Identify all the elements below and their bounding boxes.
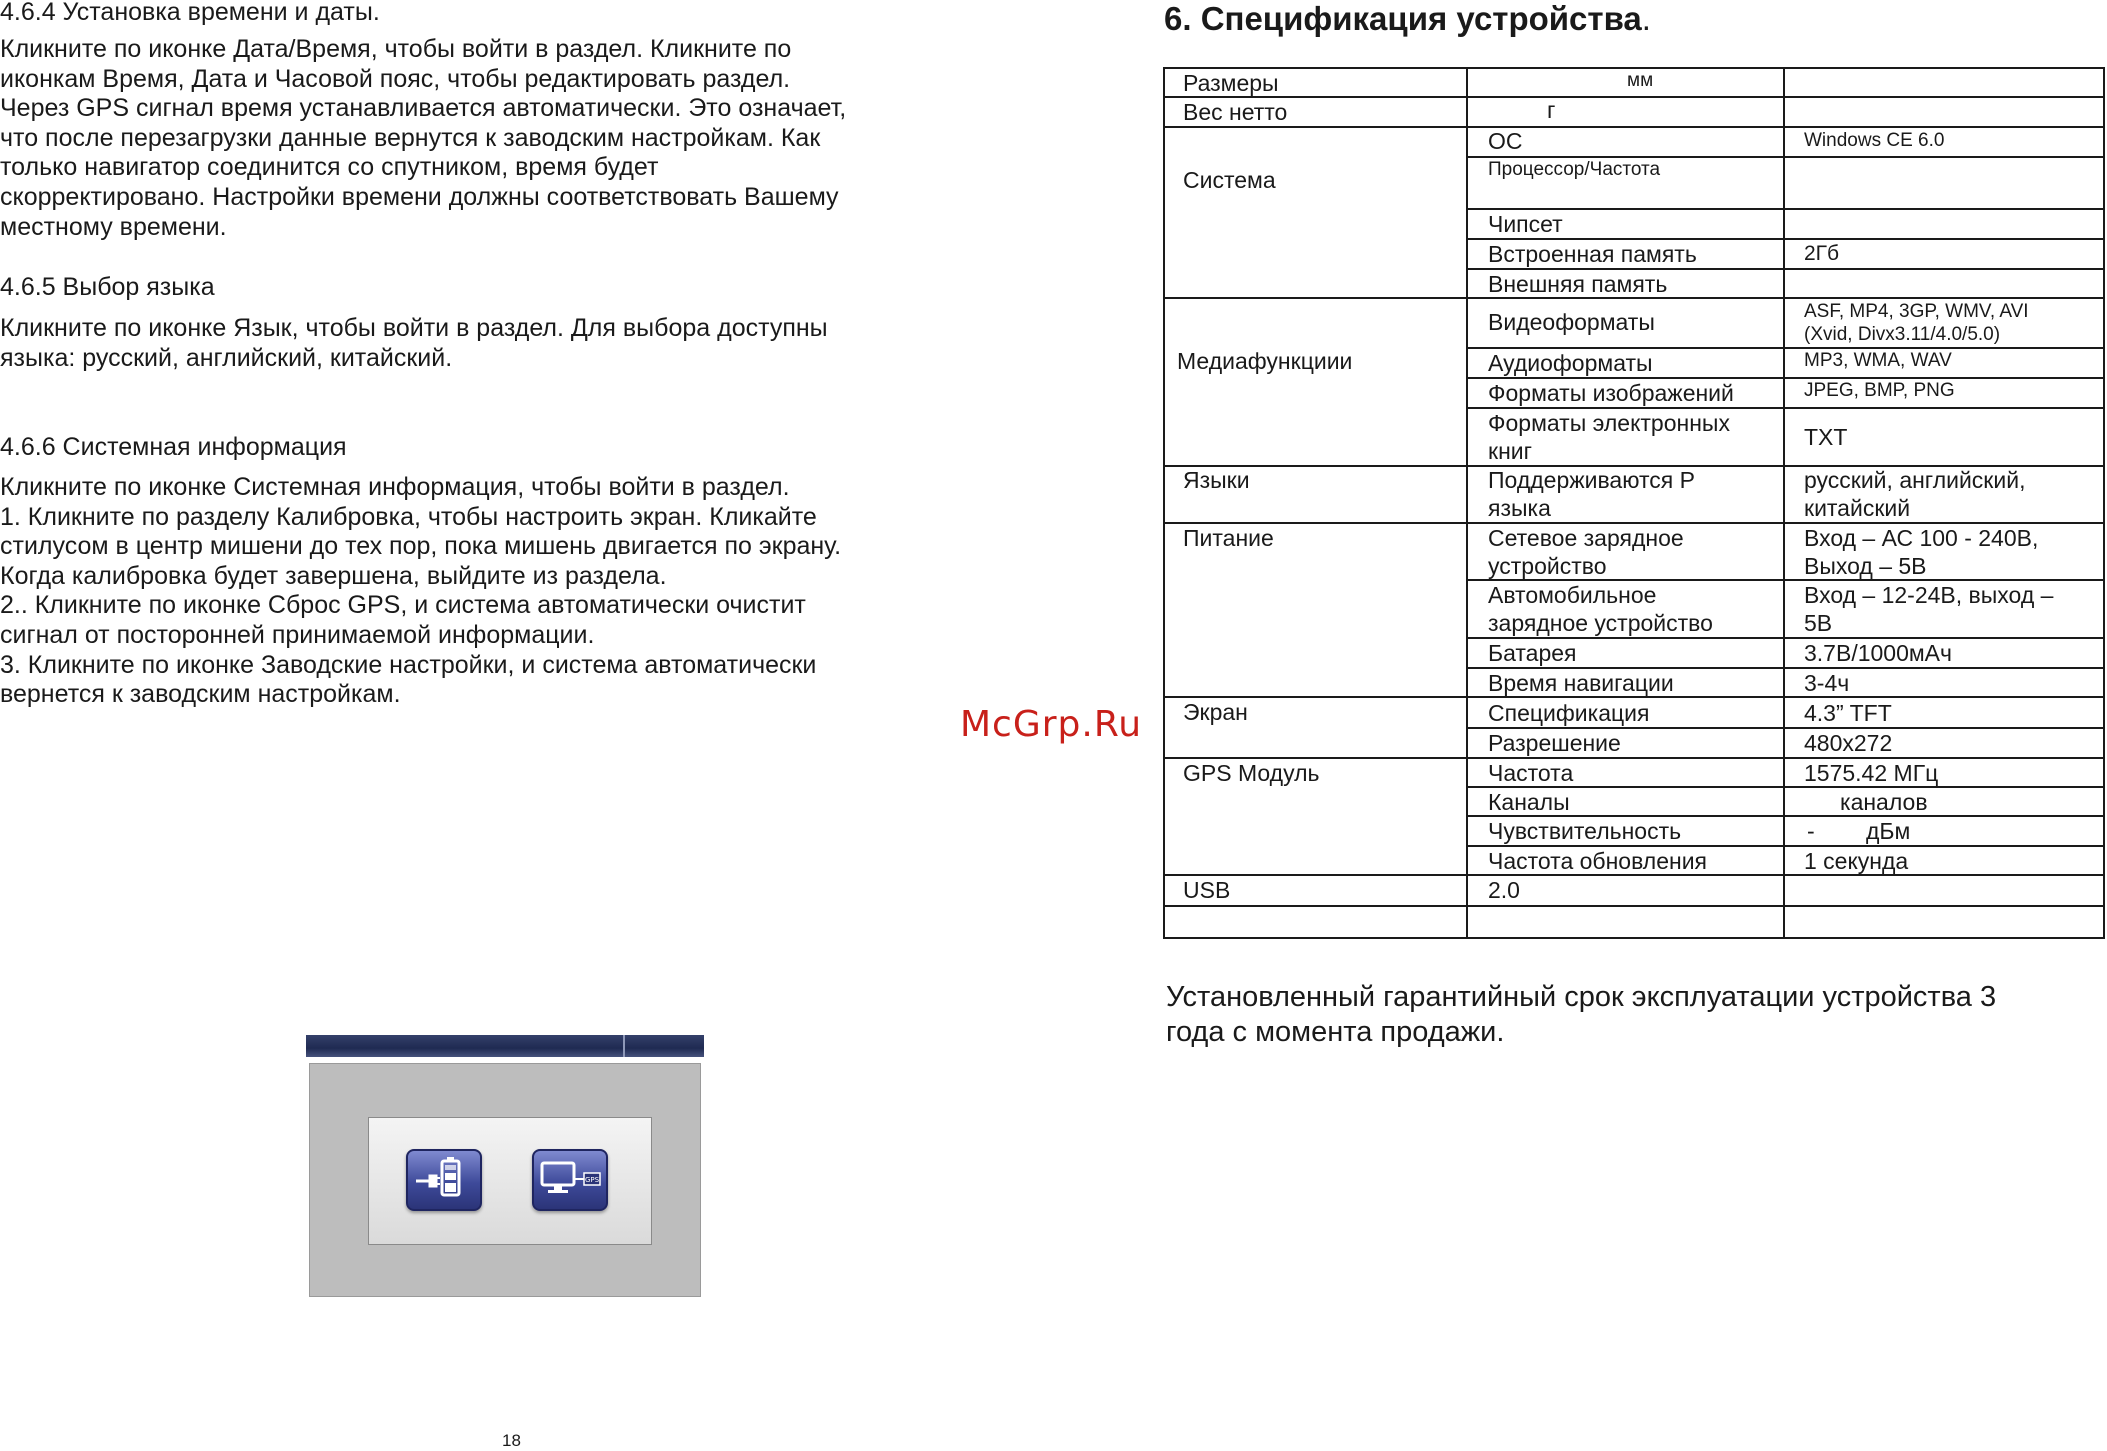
gps-channels-value: каналов [1840, 789, 1928, 815]
section-heading-system-info: 4.6.6 Системная информация [0, 433, 347, 461]
table-border-bottom [1163, 937, 2105, 939]
languages-sub-2: языка [1488, 495, 1551, 521]
gps-update-value: 1 секунда [1804, 848, 1909, 874]
text-line: иконкам Время, Дата и Часовой пояс, чтобы редактировать раздел. [0, 64, 791, 93]
section-heading-time-date: 4.6.4 Установка времени и даты. [0, 0, 380, 26]
adapter-label-1: Сетевое зарядное [1488, 525, 1684, 551]
video-formats-label: Видеоформаты [1488, 309, 1655, 335]
text-line: 3. Кликните по иконке Заводские настройки, и система автоматически [0, 650, 817, 679]
paragraph-time-date [0, 35, 846, 242]
car-charger-label-2: зарядное устройство [1488, 610, 1713, 636]
power-label: Питание [1183, 525, 1274, 551]
device-title-bar [306, 1035, 704, 1057]
device-icon-area [368, 1117, 652, 1245]
resolution-label: Разрешение [1488, 730, 1621, 756]
text-line: Кликните по иконке Язык, чтобы войти в раздел. Для выбора доступны [0, 314, 828, 342]
text-line: языка: русский, английский, китайский. [0, 343, 453, 372]
size-unit: мм [1627, 70, 1654, 91]
gps-label: GPS Модуль [1183, 760, 1320, 786]
text-line: вернется к заводским настройкам. [0, 680, 401, 709]
warranty-line: года с момента продажи. [1166, 1016, 1505, 1048]
device-panel [309, 1063, 701, 1297]
media-label: Медиафункциии [1177, 348, 1353, 374]
gps-channels-label: Каналы [1488, 789, 1570, 815]
os-label: ОС [1488, 128, 1523, 154]
title-dot: . [1641, 0, 1651, 37]
table-border-left [1163, 67, 1165, 939]
ebook-formats-label-2: книг [1488, 438, 1533, 464]
monitor-gps-icon [534, 1151, 606, 1209]
text-line: 1. Кликните по разделу Калибровка, чтобы настроить экран. Кликайте [0, 502, 817, 531]
screen-label: Экран [1183, 699, 1248, 725]
system-label: Система [1183, 167, 1276, 193]
battery-plug-icon [408, 1151, 480, 1209]
adapter-value-1: Вход – АС 100 - 240В, [1804, 525, 2039, 551]
paragraph-system-info [0, 473, 841, 710]
power-battery-button[interactable] [406, 1149, 482, 1211]
row-line [1163, 126, 2105, 128]
gps-icon-label: GPS [584, 1176, 600, 1184]
internal-memory-label: Встроенная память [1488, 241, 1697, 267]
text-line: скорректировано. Настройки времени должны соответствовать Вашему [0, 182, 839, 211]
external-memory-label: Внешняя память [1488, 271, 1668, 297]
system-info-button[interactable] [532, 1149, 608, 1211]
gps-frequency-label: Частота [1488, 760, 1574, 786]
languages-value-2: китайский [1804, 495, 1911, 521]
adapter-value-2: Выход – 5В [1804, 553, 1927, 579]
warranty-line: Установленный гарантийный срок эксплуатации устройства 3 [1166, 981, 1997, 1013]
text-line: стилусом в центр мишени до тех пор, пока мишень двигается по экрану. [0, 532, 842, 561]
screen-spec-label: Спецификация [1488, 700, 1650, 726]
usb-label: USB [1183, 877, 1231, 903]
usb-value: 2.0 [1488, 877, 1520, 903]
row-line [1163, 905, 2105, 907]
device-screenshot [306, 1035, 704, 1263]
watermark: McGrp.Ru [960, 704, 1143, 745]
battery-value: 3.7В/1000мАч [1804, 640, 1953, 666]
text-line: 2.. Кликните по иконке Сброс GPS, и система автоматически очистит [0, 591, 806, 620]
text-line: Через GPS сигнал время устанавливается автоматически. Это означает, [0, 94, 847, 123]
gps-sensitivity-label: Чувствительность [1488, 818, 1682, 844]
page-number: 18 [502, 1431, 521, 1450]
nav-time-label: Время навигации [1488, 670, 1674, 696]
resolution-value: 480x272 [1804, 730, 1893, 756]
title-bar-separator [623, 1035, 625, 1057]
audio-formats-label: Аудиоформаты [1488, 350, 1653, 376]
gps-sensitivity-dash: - [1807, 818, 1815, 844]
languages-value-1: русский, английский, [1804, 467, 2026, 493]
paragraph-language [0, 314, 828, 373]
row-line [1163, 96, 2105, 98]
battery-label: Батарея [1488, 640, 1577, 666]
text-line: что после перезагрузки данные вернутся к заводским настройкам. Как [0, 123, 821, 152]
car-charger-value-2: 5В [1804, 610, 1833, 636]
gps-sensitivity-unit: дБм [1866, 818, 1911, 844]
os-value: Windows CE 6.0 [1804, 130, 1945, 151]
screen-spec-value: 4.3” TFT [1804, 700, 1892, 726]
car-charger-label-1: Автомобильное [1488, 582, 1657, 608]
text-line: только навигатор соединится со спутником, время будет [0, 153, 659, 182]
gps-update-label: Частота обновления [1488, 848, 1708, 874]
page-title [1164, 0, 1651, 38]
weight-unit: г [1547, 97, 1556, 123]
table-border-right [2103, 67, 2105, 939]
warranty-note [1166, 980, 1996, 1050]
image-formats-value: JPEG, BMP, PNG [1804, 380, 1955, 401]
text-line: Когда калибровка будет завершена, выйдите из раздела. [0, 561, 667, 590]
internal-memory-value: 2Гб [1804, 242, 1840, 265]
languages-label: Языки [1183, 467, 1250, 493]
adapter-label-2: устройство [1488, 553, 1607, 579]
languages-sub-1: Поддерживаются Р [1488, 467, 1695, 493]
section-heading-language: 4.6.5 Выбор языка [0, 273, 215, 301]
text-line: местному времени. [0, 212, 227, 241]
title-text: 6. Спецификация устройства [1164, 0, 1642, 37]
video-formats-value-1: ASF, MP4, 3GP, WMV, AVI [1804, 301, 2029, 322]
nav-time-value: 3-4ч [1804, 670, 1850, 696]
video-formats-value-2: (Xvid, Divx3.11/4.0/5.0) [1804, 324, 2001, 345]
cpu-label: Процессор/Частота [1488, 159, 1661, 180]
column-divider-1 [1466, 67, 1468, 939]
chipset-label: Чипсет [1488, 211, 1563, 237]
text-line: сигнал от посторонней принимаемой информации. [0, 620, 595, 649]
text-line: Кликните по иконке Системная информация, чтобы войти в раздел. [0, 473, 790, 501]
ebook-formats-label-1: Форматы электронных [1488, 410, 1730, 436]
audio-formats-value: MP3, WMA, WAV [1804, 350, 1952, 371]
gps-frequency-value: 1575.42 МГц [1804, 760, 1939, 786]
specification-table [1163, 67, 2105, 939]
text-line: Кликните по иконке Дата/Время, чтобы войти в раздел. Кликните по [0, 35, 792, 63]
size-label: Размеры [1183, 70, 1279, 96]
column-divider-2 [1783, 67, 1785, 939]
ebook-formats-value: TXT [1804, 424, 1848, 450]
car-charger-value-1: Вход – 12-24В, выход – [1804, 582, 2054, 608]
weight-label: Вес нетто [1183, 99, 1288, 125]
image-formats-label: Форматы изображений [1488, 380, 1734, 406]
